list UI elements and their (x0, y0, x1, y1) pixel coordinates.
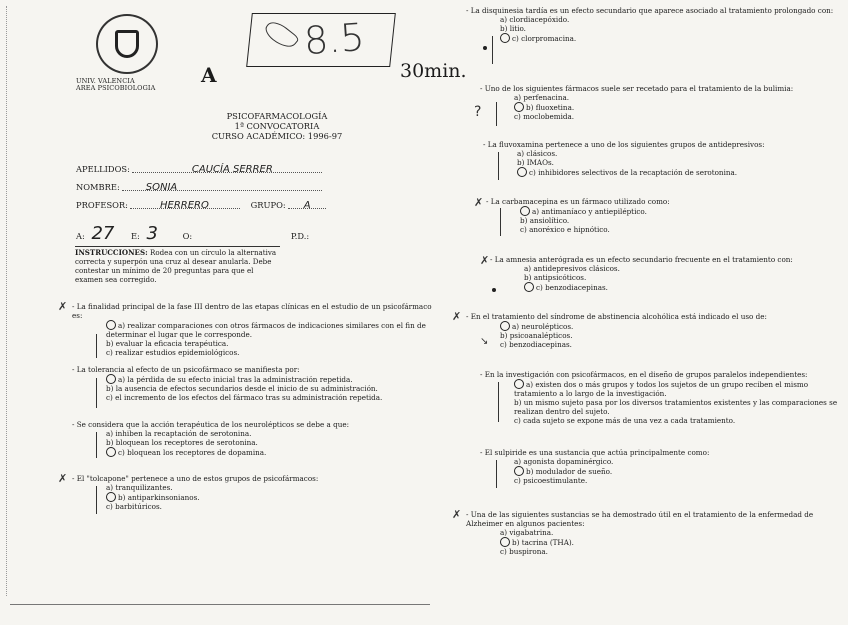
option-text: b) fluoxetina. (526, 103, 575, 112)
question-stem: - El sulpiride es una sustancia que actúa principalmente como: (480, 448, 710, 457)
option-text: b) antiparkinsonianos. (118, 493, 200, 502)
option-a: a) antidepresivos clásicos. (524, 264, 620, 273)
instructions-title: INSTRUCCIONES: (75, 248, 148, 257)
question-stem: - En el tratamiento del síndrome de abstinencia alcohólica está indicado el uso de: (466, 312, 767, 321)
profesor-label: PROFESOR: (76, 200, 128, 210)
question-right-1 (466, 6, 836, 43)
question-right-9 (466, 510, 836, 556)
option-a (106, 374, 442, 384)
option-b (514, 466, 848, 476)
cross-mark-icon: ✗ (480, 254, 490, 267)
option-a: a) agonista dopaminérgico. (514, 457, 614, 466)
option-c (500, 33, 836, 43)
option-text: c) bloquean los receptores de dopamina. (118, 448, 267, 457)
option-c: c) realizar estudios epidemiológicos. (106, 348, 240, 357)
instructions-text: Rodea con un círculo la alternativa correcta y superpón una cruz al desear anularla. Debe contestar un mínimo de 20 preguntas para que el examen sea corregido. (75, 248, 277, 284)
question-right-2 (480, 84, 848, 121)
exam-title (207, 111, 347, 141)
margin-bracket (96, 334, 100, 358)
apellidos-field (76, 164, 322, 174)
question-stem: - Una de las siguientes sustancias se ha demostrado útil en el tratamiento de la enfermedad de Alzheimer en algunos pacientes: (466, 510, 814, 528)
pd-label: P.D.: (290, 231, 310, 241)
option-text: a) neurolépticos. (512, 322, 574, 331)
cross-mark-icon: ✗ (58, 472, 68, 485)
pen-dot (492, 288, 496, 292)
answer-circle-icon (514, 466, 524, 476)
margin-bracket (492, 36, 496, 64)
university-seal-icon (96, 14, 158, 74)
question-stem: - La disquinesia tardía es un efecto secundario que aparece asociado al tratamiento prolongado con: (466, 6, 834, 15)
option-text: c) clorpromacina. (512, 34, 577, 43)
option-b (514, 102, 848, 112)
option-c (524, 282, 848, 292)
option-c: c) psicoestimulante. (514, 476, 588, 485)
option-b (500, 537, 836, 547)
title-line: PSICOFARMACOLOGÍA (226, 111, 328, 121)
option-a (514, 379, 848, 398)
question-stem: - La carbamacepina es un fármaco utilizado como: (486, 197, 670, 206)
option-text: b) tacrina (THA). (512, 538, 574, 547)
question-right-5 (490, 255, 848, 292)
answer-circle-icon (106, 374, 116, 384)
grupo-label: GRUPO: (250, 200, 286, 210)
question-stem: - La finalidad principal de la fase III dentro de las etapas clínicas en el estudio de un psicofármaco es: (72, 302, 432, 320)
profesor-field (76, 200, 326, 210)
e-value: 3 (146, 223, 158, 244)
option-a (520, 206, 848, 216)
margin-bracket (496, 102, 500, 126)
option-a (500, 321, 836, 331)
exam-version: A (201, 63, 217, 87)
answer-circle-icon (520, 206, 530, 216)
margin-bracket (96, 378, 100, 408)
answer-circle-icon (106, 492, 116, 502)
option-c: c) cada sujeto se expone más de una vez a cada tratamiento. (514, 416, 736, 425)
option-b: b) psicoanalépticos. (500, 331, 573, 340)
question-left-4 (72, 474, 442, 511)
question-left-3 (72, 420, 442, 457)
answer-circle-icon (500, 321, 510, 331)
option-a: a) inhiben la recaptación de serotonina. (106, 429, 252, 438)
apellidos-label: APELLIDOS: (76, 164, 130, 174)
option-text: c) benzodiacepinas. (536, 283, 608, 292)
option-c: c) anoréxico e hipnótico. (520, 225, 610, 234)
option-text: a) antimaníaco y antiepiléptico. (532, 207, 647, 216)
option-b: b) bloquean los receptores de serotonina. (106, 438, 258, 447)
option-c: c) el incremento de los efectos del fármaco tras su administración repetida. (106, 393, 383, 402)
profesor-value: HERRERO (159, 200, 209, 211)
score-field (76, 223, 316, 244)
option-c: c) barbitúricos. (106, 502, 162, 511)
question-right-8 (480, 448, 848, 485)
nombre-field (76, 182, 322, 192)
question-left-1 (72, 302, 442, 357)
option-text: a) la pérdida de su efecto inicial tras la administración repetida. (118, 375, 353, 384)
question-stem: - La fluvoxamina pertenece a uno de los siguientes grupos de antidepresivos: (483, 140, 765, 149)
option-text: b) modulador de sueño. (526, 467, 613, 476)
option-b: b) la ausencia de efectos secundarios desde el inicio de su administración. (106, 384, 378, 393)
option-a: a) clásicos. (517, 149, 558, 158)
option-c (517, 167, 848, 177)
option-a: a) tranquilizantes. (106, 483, 173, 492)
answer-circle-icon (524, 282, 534, 292)
cross-mark-icon: ✗ (452, 310, 462, 323)
answer-circle-icon (106, 320, 116, 330)
option-b: b) ansiolítico. (520, 216, 570, 225)
question-stem: - Se considera que la acción terapéutica de los neurolépticos se debe a que: (72, 420, 350, 429)
option-b: b) un mismo sujeto pasa por los diversos tratamientos existentes y las comparaciones se realizan dentro del sujeto. (514, 398, 838, 416)
question-mark-icon: ? (474, 104, 482, 120)
cross-mark-icon: ✗ (474, 196, 484, 209)
cross-mark-icon: ✗ (58, 300, 68, 313)
answer-circle-icon (514, 102, 524, 112)
margin-bracket (500, 208, 504, 236)
question-stem: - En la investigación con psicofármacos, en el diseño de grupos paralelos independientes: (480, 370, 808, 379)
option-c: c) moclobemida. (514, 112, 575, 121)
option-a: a) perfenacina. (514, 93, 570, 102)
answer-circle-icon (106, 447, 116, 457)
margin-perforation (6, 6, 8, 596)
title-line: 1ª CONVOCATORIA (234, 121, 320, 131)
title-line: CURSO ACADÉMICO: 1996-97 (211, 131, 343, 141)
option-text: a) realizar comparaciones con otros fármacos de indicaciones similares con el fin de determinar el lugar que le corresponde. (106, 321, 426, 339)
e-label: E: (130, 231, 140, 241)
question-stem: - La amnesia anterógrada es un efecto secundario frecuente en el tratamiento con: (490, 255, 793, 264)
question-right-6 (466, 312, 836, 349)
cross-mark-icon: ✗ (452, 508, 462, 521)
question-right-7 (480, 370, 848, 425)
option-b: b) evaluar la eficacia terapéutica. (106, 339, 229, 348)
page-bottom-line (10, 604, 430, 605)
question-right-3 (483, 140, 848, 177)
option-text: a) existen dos o más grupos y todos los sujetos de un grupo reciben el mismo tratamiento a lo largo de la investigación. (514, 380, 809, 398)
exam-time: 30min. (400, 60, 467, 82)
answer-circle-icon (514, 379, 524, 389)
university-line: UNIV. VALENCIA (76, 77, 135, 85)
option-b: b) antipsicóticos. (524, 273, 587, 282)
pen-dot (483, 46, 487, 50)
question-right-4 (486, 197, 848, 234)
o-label: O: (182, 231, 193, 241)
a-value: 27 (91, 223, 115, 244)
option-b: b) IMAOs. (517, 158, 554, 167)
answer-circle-icon (500, 537, 510, 547)
university-label (76, 78, 155, 92)
answer-circle-icon (517, 167, 527, 177)
question-left-2 (72, 365, 442, 402)
question-stem: - La tolerancia al efecto de un psicofármaco se manifiesta por: (72, 365, 300, 374)
option-c (106, 447, 442, 457)
option-text: c) inhibidores selectivos de la recaptación de serotonina. (529, 168, 738, 177)
option-b (106, 492, 442, 502)
answer-circle-icon (500, 33, 510, 43)
option-c: c) buspirona. (500, 547, 548, 556)
a-label: A: (76, 231, 85, 241)
margin-bracket (96, 432, 100, 458)
option-a (106, 320, 442, 339)
arrow-icon: ↘ (480, 336, 489, 347)
question-stem: - Uno de los siguientes fármacos suele ser recetado para el tratamiento de la bulimia: (480, 84, 794, 93)
option-a: a) clordiacepóxido. (500, 15, 570, 24)
margin-bracket (96, 486, 100, 514)
instructions (75, 246, 280, 284)
grade-handwritten: 8.5 (302, 14, 366, 64)
grupo-value: A (303, 200, 311, 211)
nombre-value: SONIA (145, 182, 178, 193)
margin-bracket (498, 382, 502, 422)
option-c: c) benzodiacepinas. (500, 340, 572, 349)
option-a: a) vigabatrina. (500, 528, 554, 537)
margin-bracket (496, 460, 500, 488)
margin-bracket (498, 152, 502, 180)
option-b: b) litio. (500, 24, 526, 33)
question-stem: - El "tolcapone" pertenece a uno de estos grupos de psicofármacos: (72, 474, 319, 483)
nombre-label: NOMBRE: (76, 182, 120, 192)
university-line: AREA PSICOBIOLOGIA (76, 84, 156, 92)
apellidos-value: CAUCÍA SERRER (191, 164, 273, 175)
